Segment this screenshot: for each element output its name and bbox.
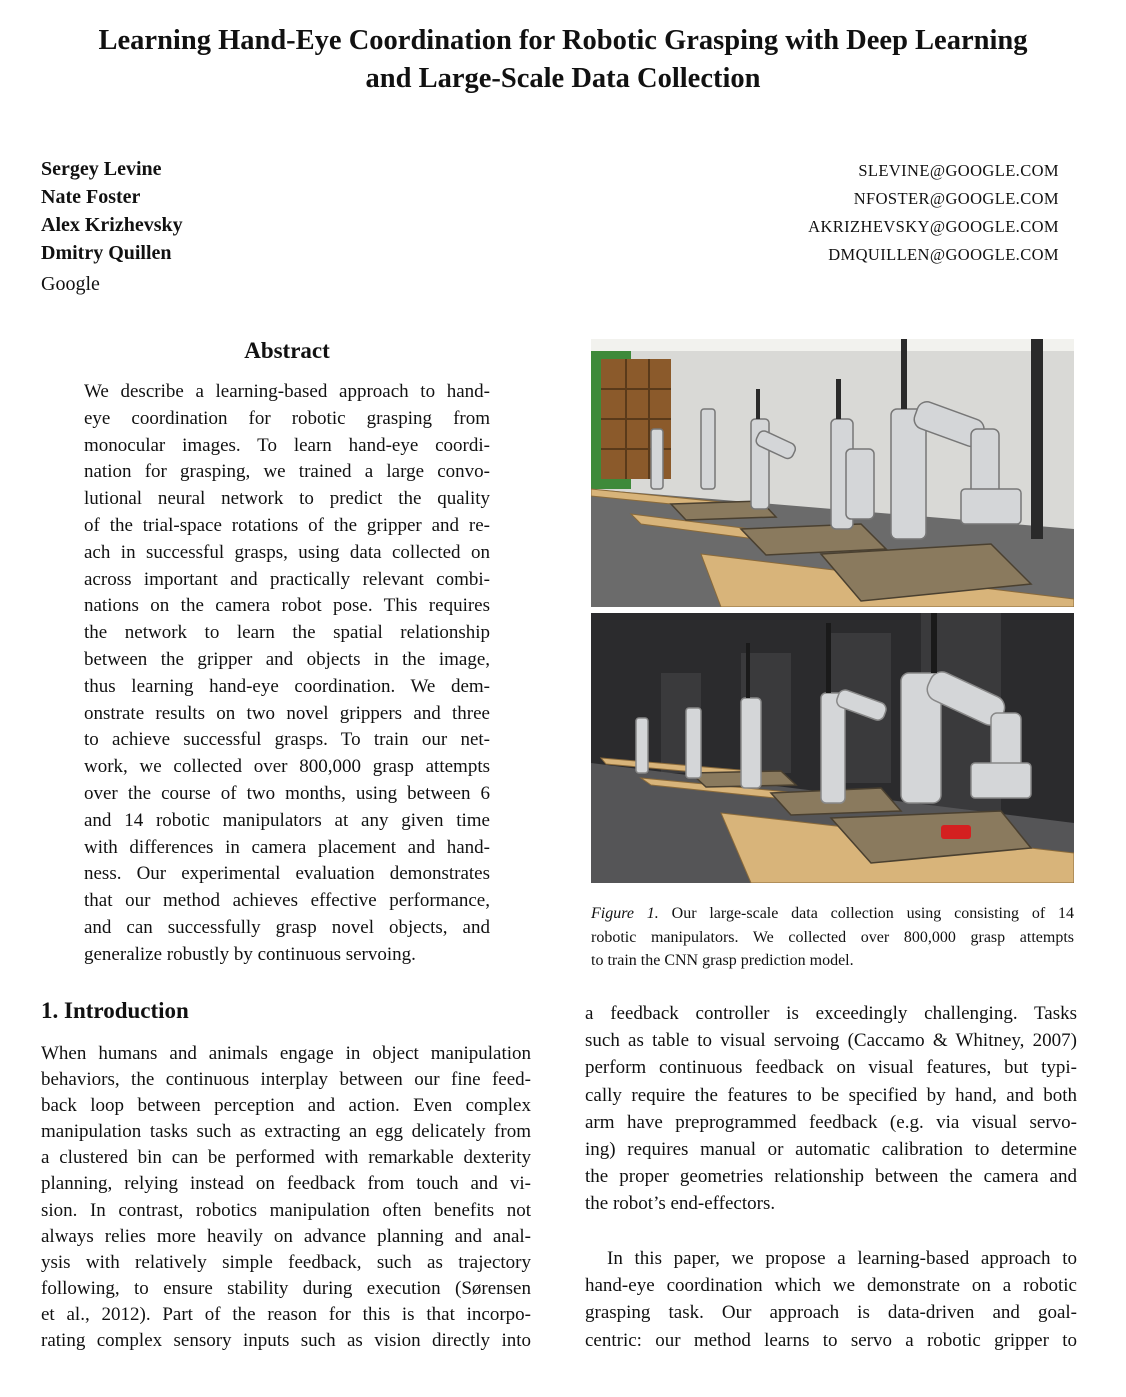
text-line: et al., 2012). Part of the reason for this is that incorpo- xyxy=(41,1303,531,1325)
text-line: centric: our method learns to servo a robotic gripper to xyxy=(585,1329,1077,1351)
figure-photo-top xyxy=(591,339,1074,607)
text-line: the proper geometries relationship between the camera and xyxy=(585,1166,1077,1188)
caption-line: to train the CNN grasp prediction model. xyxy=(591,952,854,969)
text-line: planning, relying instead on feedback from touch and vi- xyxy=(41,1173,531,1195)
affiliation: Google xyxy=(41,273,100,295)
robot-lab-photo-top xyxy=(591,339,1074,607)
figure-photo-bottom xyxy=(591,613,1074,883)
text-line: monocular images. To learn hand-eye coordi- xyxy=(84,434,490,456)
text-line: ness. Our experimental evaluation demonstrates xyxy=(84,863,490,885)
caption-text: Our large-scale data collection using consisting of 14 xyxy=(658,905,1075,922)
text-line: the robot’s end-effectors. xyxy=(585,1193,776,1215)
title-line: Learning Hand-Eye Coordination for Robotic Grasping with Deep Learning xyxy=(98,25,1028,56)
abstract-heading: Abstract xyxy=(244,338,330,363)
text-line: over the course of two months, using between 6 xyxy=(84,782,490,804)
abstract-body xyxy=(84,379,490,969)
author-list xyxy=(41,155,183,298)
text-line: following, to ensure stability during execution (Sørensen xyxy=(41,1277,531,1299)
text-line: behaviors, the continuous interplay between our fine feed- xyxy=(41,1069,531,1091)
text-line: generalize robustly by continuous servoing. xyxy=(84,943,416,965)
caption-line: robotic manipulators. We collected over 800,000 grasp attempts xyxy=(591,928,1074,946)
text-line: work, we collected over 800,000 grasp attempts xyxy=(84,756,490,778)
text-line: rating complex sensory inputs such as vision directly into xyxy=(41,1330,531,1352)
text-line: perform continuous feedback on visual features, but typi- xyxy=(585,1057,1077,1079)
text-line: such as table to visual servoing (Caccamo & Whitney, 2007) xyxy=(585,1030,1077,1052)
section-heading-introduction: 1. Introduction xyxy=(41,998,189,1023)
text-line: hand-eye coordination which we demonstrate on a robotic xyxy=(585,1275,1077,1297)
robot-lab-photo-bottom xyxy=(591,613,1074,883)
author-name: Dmitry Quillen xyxy=(41,242,172,264)
text-line: When humans and animals engage in object manipulation xyxy=(41,1043,531,1064)
text-line: to achieve successful grasps. To train our net- xyxy=(84,729,490,751)
text-line: and can successfully grasp novel objects, and xyxy=(84,916,490,938)
text-line: always relies more heavily on advance planning and anal- xyxy=(41,1225,531,1247)
text-line: and 14 robotic manipulators at any given time xyxy=(84,809,490,831)
text-line: lutional neural network to predict the quality xyxy=(84,488,490,510)
author-email: SLEVINE@GOOGLE.COM xyxy=(858,161,1059,180)
text-line: the network to learn the spatial relationship xyxy=(84,622,490,644)
author-email: AKRIZHEVSKY@GOOGLE.COM xyxy=(808,217,1059,236)
text-line: ysis with relatively simple feedback, such as trajectory xyxy=(41,1251,531,1273)
text-line: a clustered bin can be performed with remarkable dexterity xyxy=(41,1147,531,1169)
text-line: a feedback controller is exceedingly challenging. Tasks xyxy=(585,1003,1077,1024)
author-email: DMQUILLEN@GOOGLE.COM xyxy=(828,245,1059,264)
text-line: In this paper, we propose a learning-based approach to xyxy=(607,1248,1077,1269)
text-line: ing) requires manual or automatic calibration to determine xyxy=(585,1139,1077,1161)
text-line: sion. In contrast, robotics manipulation often benefits not xyxy=(41,1199,531,1221)
figure-label: Figure 1. xyxy=(591,905,659,922)
paper-title xyxy=(40,22,1086,98)
text-line: back loop between perception and action. Even complex xyxy=(41,1095,531,1117)
author-name: Alex Krizhevsky xyxy=(41,214,183,236)
text-line: between the gripper and objects in the image, xyxy=(84,648,490,670)
text-line: manipulation tasks such as extracting an egg delicately from xyxy=(41,1121,531,1143)
author-name: Nate Foster xyxy=(41,186,141,208)
author-name: Sergey Levine xyxy=(41,158,162,180)
text-line: ach in successful grasps, using data collected on xyxy=(84,541,490,563)
text-line: nations on the camera robot pose. This requires xyxy=(84,595,490,617)
intro-right-column-para1 xyxy=(585,1000,1077,1218)
text-line: of the trial-space rotations of the gripper and re- xyxy=(84,514,490,536)
email-list xyxy=(808,157,1059,269)
text-line: cally require the features to be specified by hand, and both xyxy=(585,1084,1077,1106)
text-line: onstrate results on two novel grippers and three xyxy=(84,702,490,724)
author-email: NFOSTER@GOOGLE.COM xyxy=(853,189,1059,208)
text-line: thus learning hand-eye coordination. We dem- xyxy=(84,675,490,697)
text-line: that our method achieves effective performance, xyxy=(84,890,490,912)
intro-left-column xyxy=(41,1041,531,1354)
text-line: across important and practically relevant combi- xyxy=(84,568,490,590)
text-line: grasping task. Our approach is data-driven and goal- xyxy=(585,1302,1077,1324)
intro-right-column-para2 xyxy=(585,1245,1077,1354)
figure-caption xyxy=(591,902,1074,973)
text-line: We describe a learning-based approach to hand- xyxy=(84,381,490,402)
text-line: nation for grasping, we trained a large convo- xyxy=(84,461,490,483)
caption-line xyxy=(591,902,1074,926)
text-line: with differences in camera placement and hand- xyxy=(84,836,490,858)
text-line: eye coordination for robotic grasping from xyxy=(84,407,490,429)
text-line: arm have preprogrammed feedback (e.g. via visual servo- xyxy=(585,1111,1077,1133)
title-line: and Large-Scale Data Collection xyxy=(365,63,761,94)
